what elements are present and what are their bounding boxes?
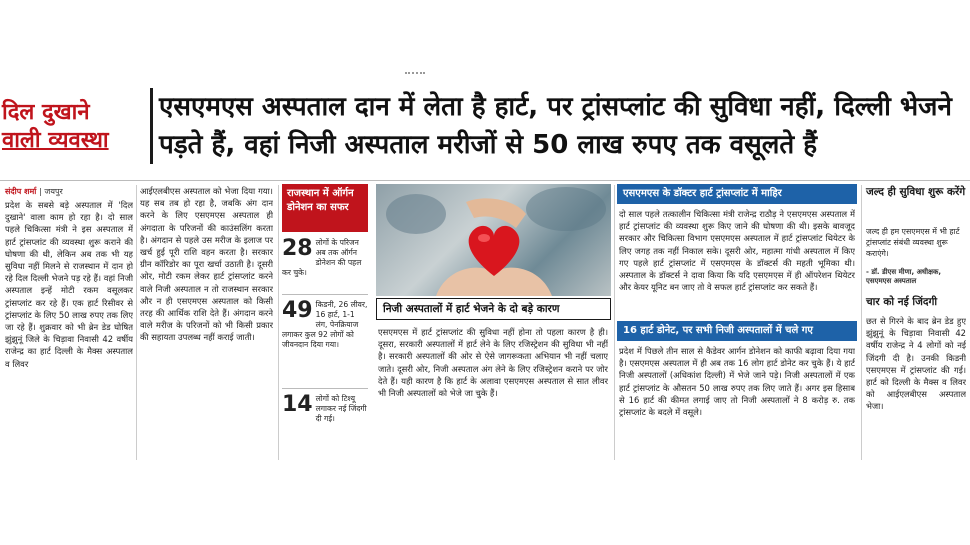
column-divider (136, 185, 137, 460)
byline-name: संदीप शर्मा (5, 187, 37, 196)
sidebar-title: राजस्थान में ऑर्गन डोनेशन का सफर (282, 184, 368, 232)
divider (282, 294, 368, 295)
section-heading-16-hearts: 16 हार्ट डोनेट, पर सभी निजी अस्पतालों में चले गए (617, 321, 857, 341)
right-column-text: छत से गिरने के बाद ब्रेन डेड हुए झुंझुनूं के चिड़ावा निवासी 42 वर्षीय राजेन्द्र ने 4 लोगों को नई जिंदगी दी है। उनकी किडनी एसएमएस में ट्रांसप्लांट की गई। हार्ट को दिल्ली के मैक्स व लिवर को आईएलबीएस अस्पताल भेजा। (866, 316, 966, 412)
heart-in-hands-photo (376, 184, 611, 296)
section-heading-sms-doctors: एसएमएस के डॉक्टर हार्ट ट्रांसप्लांट में माहिर (617, 184, 857, 204)
byline (5, 186, 63, 197)
column-divider (614, 185, 615, 460)
divider (282, 388, 368, 389)
article-column-1: प्रदेश के सबसे बड़े अस्पताल में 'दिल दुखाने' वाला काम हो रहा है। दो साल पहले चिकित्सा मंत्री ने इस अस्पताल में हार्ट ट्रांसप्लांट की व्यवस्था शुरू कराने की घोषणा की थी, लेकिन अब तक भी यह सुविधा नहीं मिलने से राजस्थान में दान हो रहे दिल दिल्ली भेजने पड़ रहे हैं। वहां निजी अस्पताल इन्हें मोटी रकम वसूलकर ट्रांसप्लांट कर रहे हैं। एक हार्ट रिसीवर से ट्रांसप्लांट के लिए 50 लाख रुपए तक लिए जा रहे हैं। शुक्रवार को भी ब्रेन डेड घोषित झुंझुनूं जिले के चिड़ावा निवासी 42 वर्षीय राजेन्द्र का हार्ट दिल्ली के मैक्स अस्पताल व लिवर (5, 200, 133, 369)
sidebar-stat (282, 300, 368, 350)
stat-number: 28 (282, 236, 313, 261)
section-text-16-hearts: प्रदेश में पिछले तीन साल से कैडेवर आर्गन डोनेशन को काफी बढ़ावा दिया गया है। एसएमएस अस्पताल में ही अब तक 16 लोग हार्ट डोनेट कर चुके हैं। ये हार्ट निजी अस्पतालों (अधिकांश दिल्ली) में भेजे जाने पड़े। निजी अस्पतालों में एक हार्ट ट्रांसप्लांट के औसतन 50 लाख रुपए तक लिए जाते हैं। अगर इस हिसाब से 16 हार्ट की कीमत लगाई जाए तो निजी अस्पतालों ने 8 करोड़ रु. तक ट्रांसप्लांट के बदले में वसूले। (619, 346, 855, 418)
subhead-two-reasons: निजी अस्पतालों में हार्ट भेजने के दो बड़े कारण (376, 298, 611, 320)
stat-text: लोगों को टिश्यू लगाकर नई जिंदगी दी गई। (315, 394, 367, 423)
stat-text: लोगों के परिजन अब तक ऑर्गन डोनेशन की पहल कर चुके। (282, 238, 362, 277)
right-quote-author: - डॉ. डीएस मीणा, अधीक्षक, एसएमएस अस्पताल (866, 268, 942, 285)
divider (0, 180, 970, 181)
kicker-line1: दिल दुखाने (2, 99, 90, 125)
article-column-3: एसएमएस में हार्ट ट्रांसप्लांट की सुविधा नहीं होना तो पहला कारण है ही। दूसरा, सरकारी अस्पतालों में हार्ट लेने के लिए रजिस्ट्रेशन की सुविधा भी नहीं है। सरकारी अस्पतालों की ओर से ऐसे जागरूकता अभियान भी नहीं चलाए जाते। दूसरी ओर, निजी अस्पताल अंग लेने के लिए रजिस्ट्रेशन कराने पर जोर देते हैं। यही कारण है कि हार्ट के अलावा एसएमएस अस्पताल से सात लीवर भी निजी अस्पतालों को भेजे जा चुके हैं। (378, 327, 608, 399)
kicker (2, 98, 142, 154)
photo-illustration (376, 184, 611, 296)
byline-city: | जयपुर (39, 187, 63, 196)
stat-number: 49 (282, 298, 313, 323)
headline: एसएमएस अस्पताल दान में लेता है हार्ट, पर ट्रांसप्लांट की सुविधा नहीं, दिल्ली भेजने पड़ते हैं, वहां निजी अस्पताल मरीजों से 50 लाख रुपए तक वसूलते हैं (150, 88, 970, 164)
column-divider (278, 185, 279, 460)
section-text-sms-doctors: दो साल पहले तत्कालीन चिकित्सा मंत्री राजेन्द्र राठौड़ ने एसएमएस अस्पताल में हार्ट ट्रांसप्लांट की व्यवस्था शुरू किए जाने की घोषणा की थी। इसके बावजूद सरकार और चिकित्सा विभाग एसएमएस अस्पताल में हार्ट ट्रांसप्लांट थियेटर के लिए जगह तक नहीं निकाल सके। दूसरी ओर, महात्मा गांधी अस्पताल में किए गए पहले हार्ट ट्रांसप्लांट में एसएमएस के डॉक्टर्स की महती भूमिका थी। अस्पताल के डॉक्टर्स ने दावा किया कि यदि एसएमएस में ही ऑपरेशन थियेटर और केयर यूनिट बन जाए तो वे सफल हार्ट ट्रांसप्लांट कर सकते हैं। (619, 209, 855, 293)
sidebar-stat (282, 394, 368, 424)
right-quote: जल्द ही हम एसएमएस में भी हार्ट ट्रांसप्लांट संबंधी व्यवस्था शुरू कराएंगे। (866, 227, 960, 258)
sidebar-stat (282, 238, 368, 278)
top-dots (405, 72, 425, 78)
article-column-2: आईएलबीएस अस्पताल को भेजा दिया गया। यह सब तब हो रहा है, जबकि अंग दान करने के लिए एसएमएस अस्पताल ही अंगदाता के परिजनों की काउंसलिंग करता है। अंगदान से पहले उस मरीज के इलाज पर खर्च हुई पूरी राशि वहन करता है। सरकार ग्रीन कॉरिडोर का पूरा खर्चा उठाती है। दूसरी ओर, मोटी रकम लेकर हार्ट ट्रांसप्लांट करने वाले निजी अस्पताल न तो राजस्थान सरकार और न ही एसएमएस अस्पताल को किसी तरह की आर्थिक राशि देते हैं। अंगदान करने वाले मरीज के परिजनों को भी किसी प्रकार की सहायता उपलब्ध नहीं कराई जाती। (140, 186, 273, 343)
right-heading-soon: जल्द ही सुविधा शुरू करेंगे (866, 186, 966, 198)
kicker-line2: वाली व्यवस्था (2, 127, 109, 153)
right-heading-four-lives: चार को नई जिंदगी (866, 296, 938, 308)
stat-text: किडनी, 26 लीवर, 16 हार्ट, 1-1 लंग, पेनक्रियाज लगाकर कुल 92 लोगों को जीवनदान दिया गया। (282, 300, 368, 349)
column-divider (861, 185, 862, 460)
stat-number: 14 (282, 392, 313, 417)
